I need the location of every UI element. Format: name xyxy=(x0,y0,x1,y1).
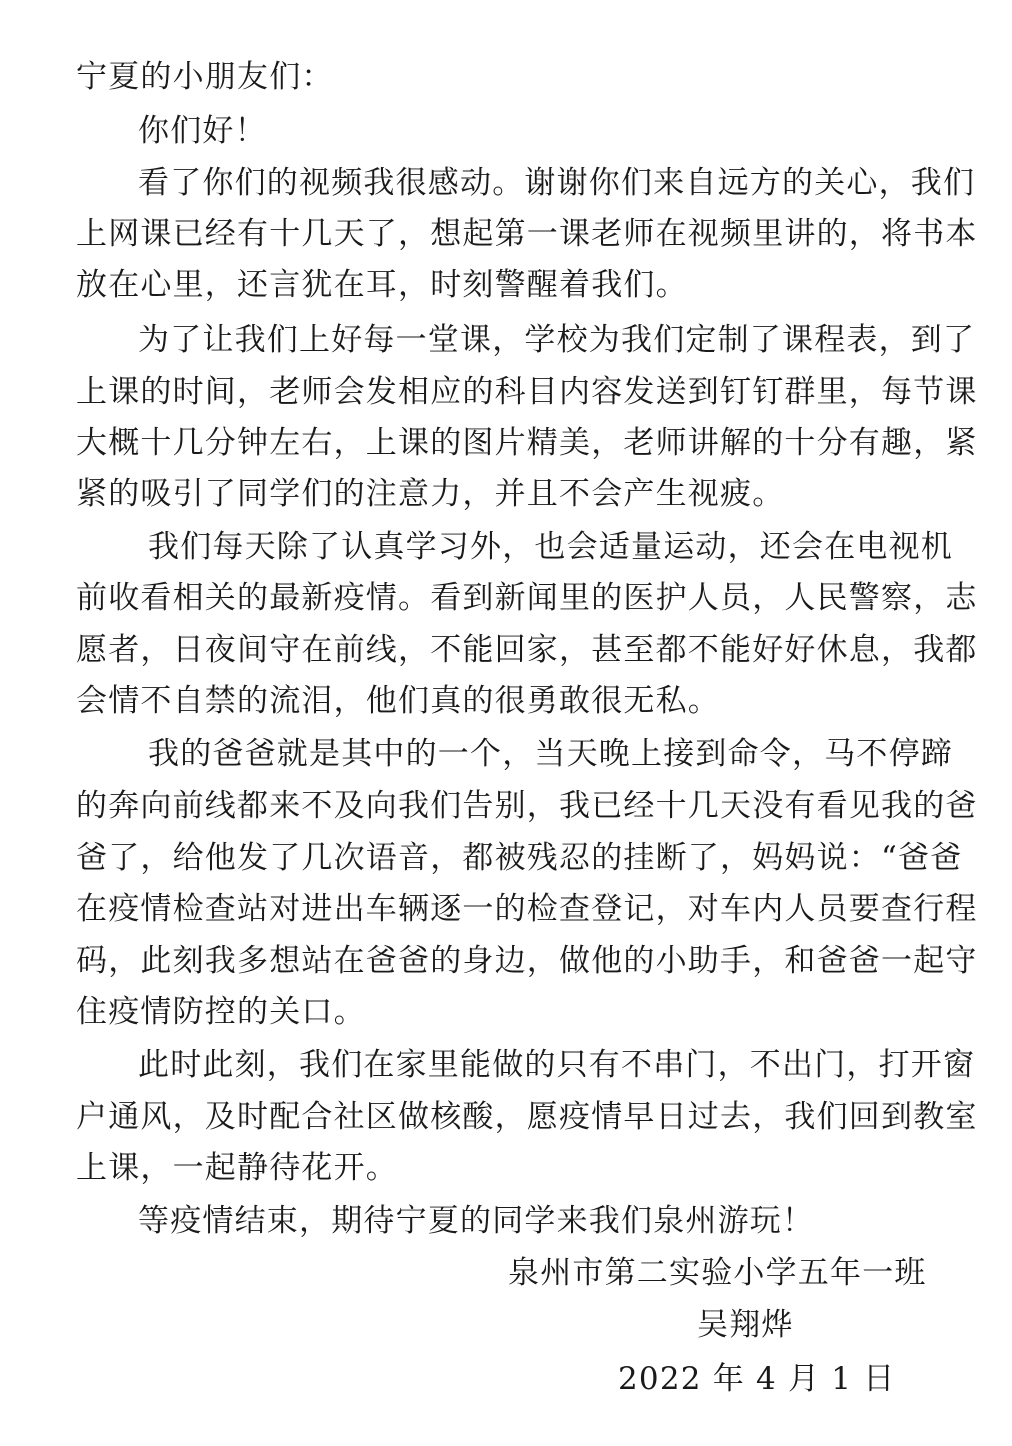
paragraph-2-line: 上课的时间，老师会发相应的科目内容发送到钉钉群里，每节课 xyxy=(76,374,978,410)
letter-salutation: 你们好！ xyxy=(138,113,267,149)
paragraph-1-line: 放在心里，还言犹在耳，时刻警醒着我们。 xyxy=(76,267,688,303)
paragraph-5-line: 此时此刻，我们在家里能做的只有不串门，不出门，打开窗 xyxy=(138,1047,976,1083)
paragraph-1-line: 上网课已经有十几天了，想起第一课老师在视频里讲的，将书本 xyxy=(76,216,978,252)
paragraph-4-line: 爸了，给他发了几次语音，都被残忍的挂断了，妈妈说：“爸爸 xyxy=(76,840,963,876)
paragraph-2-line: 为了让我们上好每一堂课，学校为我们定制了课程表，到了 xyxy=(138,322,976,358)
paragraph-6: 等疫情结束，期待宁夏的同学来我们泉州游玩！ xyxy=(138,1203,815,1239)
paragraph-1-line: 看了你们的视频我很感动。谢谢你们来自远方的关心，我们 xyxy=(138,165,976,201)
signature-date: 2022 年 4 月 1 日 xyxy=(618,1361,896,1397)
signature-school: 泉州市第二实验小学五年一班 xyxy=(508,1255,927,1291)
paragraph-4-line: 我的爸爸就是其中的一个，当天晚上接到命令，马不停蹄 xyxy=(148,736,953,772)
paragraph-2-line: 大概十几分钟左右，上课的图片精美，老师讲解的十分有趣，紧 xyxy=(76,425,978,461)
paragraph-4-line: 的奔向前线都来不及向我们告别，我已经十几天没有看见我的爸 xyxy=(76,788,978,824)
paragraph-4-line: 住疫情防控的关口。 xyxy=(76,994,366,1030)
paragraph-2-line: 紧的吸引了同学们的注意力，并且不会产生视疲。 xyxy=(76,476,785,512)
signature-name: 吴翔烨 xyxy=(697,1307,794,1343)
paragraph-4-line: 码，此刻我多想站在爸爸的身边，做他的小助手，和爸爸一起守 xyxy=(76,943,978,979)
letter-greeting: 宁夏的小朋友们： xyxy=(76,59,334,95)
paragraph-3-line: 我们每天除了认真学习外，也会适量运动，还会在电视机 xyxy=(148,529,953,565)
paragraph-5-line: 户通风，及时配合社区做核酸，愿疫情早日过去，我们回到教室 xyxy=(76,1099,978,1135)
paragraph-3-line: 愿者，日夜间守在前线，不能回家，甚至都不能好好休息，我都 xyxy=(76,632,978,668)
paragraph-5-line: 上课，一起静待花开。 xyxy=(76,1150,398,1186)
paragraph-3-line: 前收看相关的最新疫情。看到新闻里的医护人员，人民警察，志 xyxy=(76,580,978,616)
paragraph-3-line: 会情不自禁的流泪，他们真的很勇敢很无私。 xyxy=(76,683,720,719)
paragraph-4-line: 在疫情检查站对进出车辆逐一的检查登记，对车内人员要查行程 xyxy=(76,891,978,927)
